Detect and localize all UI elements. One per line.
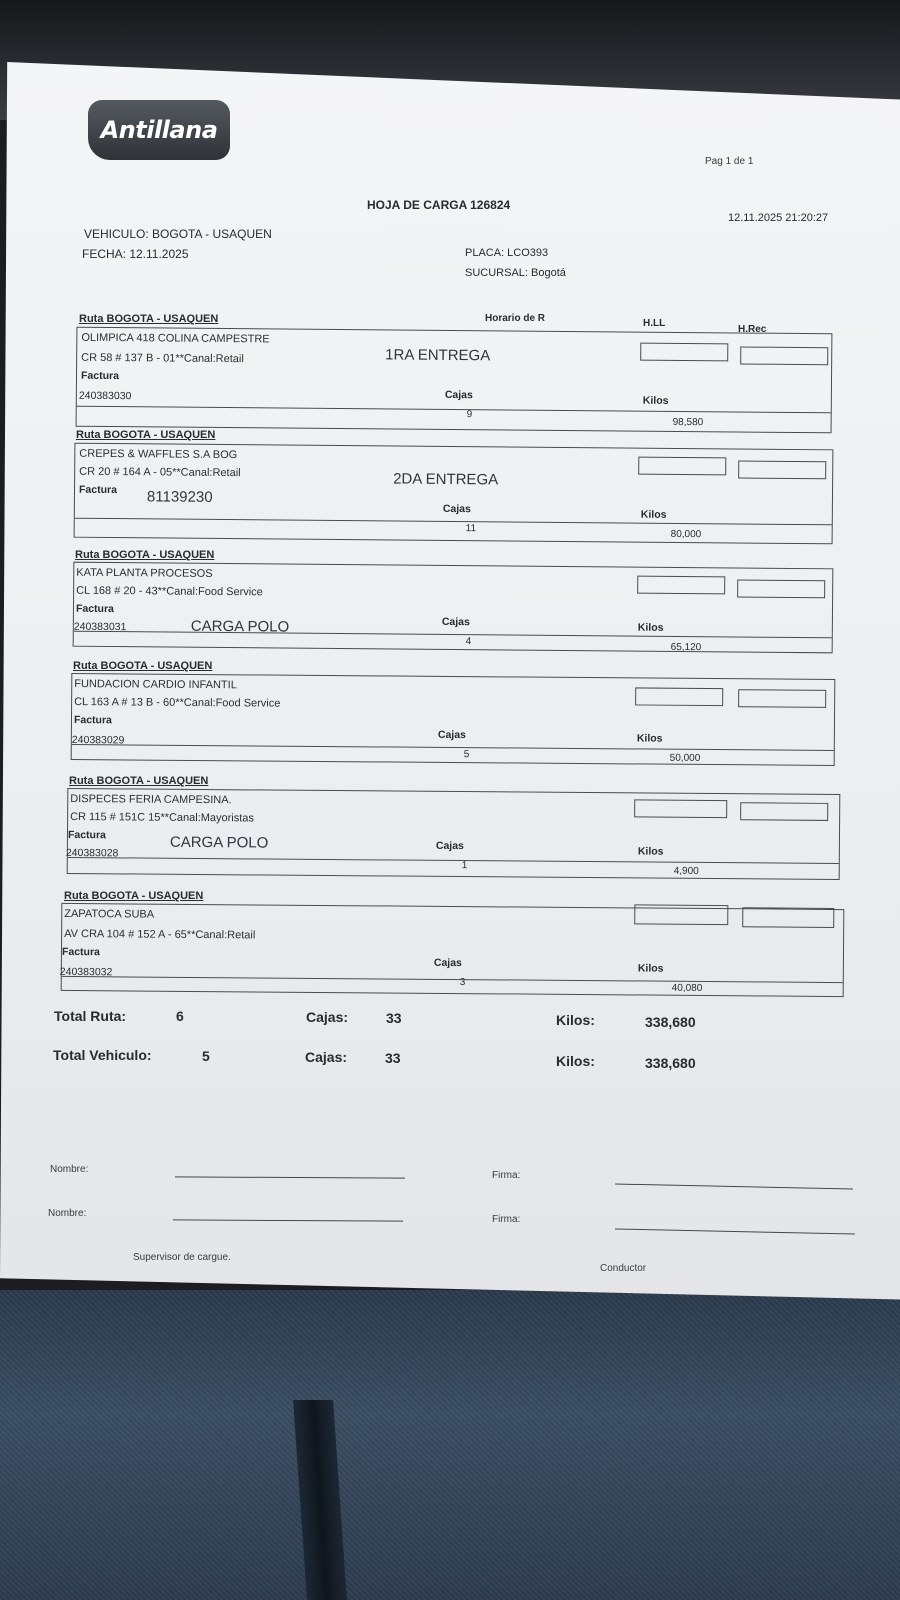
firma-label-1: Firma: [492,1170,521,1181]
factura-number: 240383032 [59,965,113,979]
cajas-value: 11 [465,523,477,535]
vehiculo-text: VEHICULO: BOGOTA - USAQUEN [84,227,272,241]
kilos-value: 4,900 [673,865,699,877]
conductor-label: Conductor [600,1263,647,1274]
hll-box[interactable] [635,687,723,706]
factura-number: 240383031 [73,620,127,634]
route-label-4: Ruta BOGOTA - USAQUEN [73,660,213,672]
hll-box[interactable] [640,343,728,362]
col-horario: Horario de R [485,313,546,324]
cajas-value: 3 [459,977,466,989]
sucursal-text: SUCURSAL: Bogotá [465,267,566,279]
hll-box[interactable] [634,904,728,925]
total-ruta-count: 6 [176,1008,184,1024]
entry-divider [74,631,832,639]
entry-3 [73,562,834,654]
route-label-6: Ruta BOGOTA - USAQUEN [64,890,204,902]
hll-box[interactable] [638,457,726,476]
entry-5 [67,788,841,880]
entry-address: CL 168 # 20 - 43**Canal:Food Service [76,584,263,599]
total-vehiculo-count: 5 [202,1048,210,1064]
total-vehiculo-cajas-label: Cajas: [305,1049,348,1065]
fecha-text: FECHA: 12.11.2025 [82,247,189,261]
total-vehiculo-label: Total Vehiculo: [53,1047,152,1063]
kilos-value: 40,080 [671,982,703,994]
supervisor-label: Supervisor de cargue. [133,1252,231,1263]
kilos-label: Kilos [637,962,664,975]
entry-address: CR 58 # 137 B - 01**Canal:Retail [81,351,244,366]
factura-label: Factura [75,602,114,616]
total-ruta-label: Total Ruta: [54,1008,127,1024]
cajas-label: Cajas [437,728,466,742]
route-label-2: Ruta BOGOTA - USAQUEN [76,429,216,441]
entry-2 [74,443,834,545]
kilos-value: 80,000 [670,528,702,541]
hrec-box[interactable] [737,579,825,598]
entry-name: DISPECES FERIA CAMPESINA. [70,792,232,807]
page-indicator: Pag 1 de 1 [705,156,754,167]
logo-text: Antillana [100,116,218,144]
cajas-value: 5 [463,749,470,761]
handwritten-factura: 81139230 [146,488,213,506]
handwritten-note: 1RA ENTREGA [385,346,491,365]
entry-divider [62,976,843,983]
entry-name: KATA PLANTA PROCESOS [76,566,213,580]
nombre-label-1: Nombre: [50,1164,89,1175]
firma-line-1 [615,1184,853,1190]
factura-number: 240383028 [65,846,119,860]
nombre-line-1 [175,1176,405,1178]
col-hrec: H.Rec [738,324,767,335]
cajas-label: Cajas [444,388,473,402]
route-label-3: Ruta BOGOTA - USAQUEN [75,549,215,561]
entry-4 [71,673,836,766]
factura-label: Factura [73,714,112,727]
factura-label: Factura [61,945,100,959]
col-hll: H.LL [643,318,666,329]
hrec-box[interactable] [742,907,834,928]
firma-label-2: Firma: [492,1214,521,1225]
entry-divider [75,518,832,526]
cajas-label: Cajas [441,615,470,629]
entry-address: CR 20 # 164 A - 05**Canal:Retail [79,465,241,480]
cajas-label: Cajas [433,956,462,970]
handwritten-note: CARGA POLO [190,617,290,636]
kilos-label: Kilos [640,508,667,521]
kilos-label: Kilos [642,394,669,407]
cajas-value: 4 [465,636,472,648]
kilos-value: 65,120 [670,641,702,654]
cajas-label: Cajas [435,839,464,853]
total-ruta-cajas-label: Cajas: [306,1009,349,1025]
entry-address: CR 115 # 151C 15**Canal:Mayoristas [70,810,255,825]
nombre-line-2 [173,1219,403,1221]
total-vehiculo-kilos-value: 338,680 [645,1055,696,1071]
handwritten-note: 2DA ENTREGA [393,470,499,489]
antillana-logo [88,100,230,160]
hrec-box[interactable] [738,689,826,708]
entry-name: CREPES & WAFFLES S.A BOG [79,447,238,462]
entry-divider [72,744,834,751]
kilos-value: 98,580 [672,416,704,429]
factura-label: Factura [78,483,118,497]
cajas-value: 9 [466,409,473,421]
factura-number: 240383030 [78,389,132,403]
cajas-value: 1 [461,860,468,872]
print-datetime: 12.11.2025 21:20:27 [728,212,829,224]
factura-number: 240383029 [71,734,125,747]
entry-address: AV CRA 104 # 152 A - 65**Canal:Retail [64,927,256,942]
hll-box[interactable] [634,799,727,818]
total-ruta-cajas-value: 33 [386,1010,402,1026]
hrec-box[interactable] [740,802,828,821]
total-vehiculo-kilos-label: Kilos: [556,1053,595,1069]
kilos-label: Kilos [636,732,663,745]
placa-text: PLACA: LCO393 [465,247,549,259]
entry-divider [77,406,831,414]
firma-line-2 [615,1228,855,1234]
kilos-value: 50,000 [669,752,701,764]
hrec-box[interactable] [740,346,828,365]
cajas-label: Cajas [442,502,471,516]
nombre-label-2: Nombre: [48,1208,87,1219]
total-vehiculo-cajas-value: 33 [385,1050,401,1066]
entry-address: CL 163 A # 13 B - 60**Canal:Food Service [74,696,281,710]
hll-box[interactable] [637,576,725,595]
handwritten-note: CARGA POLO [169,833,269,852]
entry-1 [76,327,833,434]
total-ruta-kilos-value: 338,680 [645,1014,696,1030]
document-title: HOJA DE CARGA 126824 [367,198,511,212]
factura-label: Factura [67,828,106,842]
hrec-box[interactable] [738,460,826,479]
entry-name: OLIMPICA 418 COLINA CAMPESTRE [81,331,270,346]
entry-name: FUNDACION CARDIO INFANTIL [74,678,237,692]
entry-name: ZAPATOCA SUBA [64,907,155,921]
total-ruta-kilos-label: Kilos: [556,1012,595,1028]
kilos-label: Kilos [637,621,664,634]
entry-divider [68,857,839,864]
route-label-5: Ruta BOGOTA - USAQUEN [69,775,209,787]
entry-6 [61,903,845,997]
factura-label: Factura [80,369,120,383]
kilos-label: Kilos [637,845,664,858]
route-label-1: Ruta BOGOTA - USAQUEN [79,313,219,325]
